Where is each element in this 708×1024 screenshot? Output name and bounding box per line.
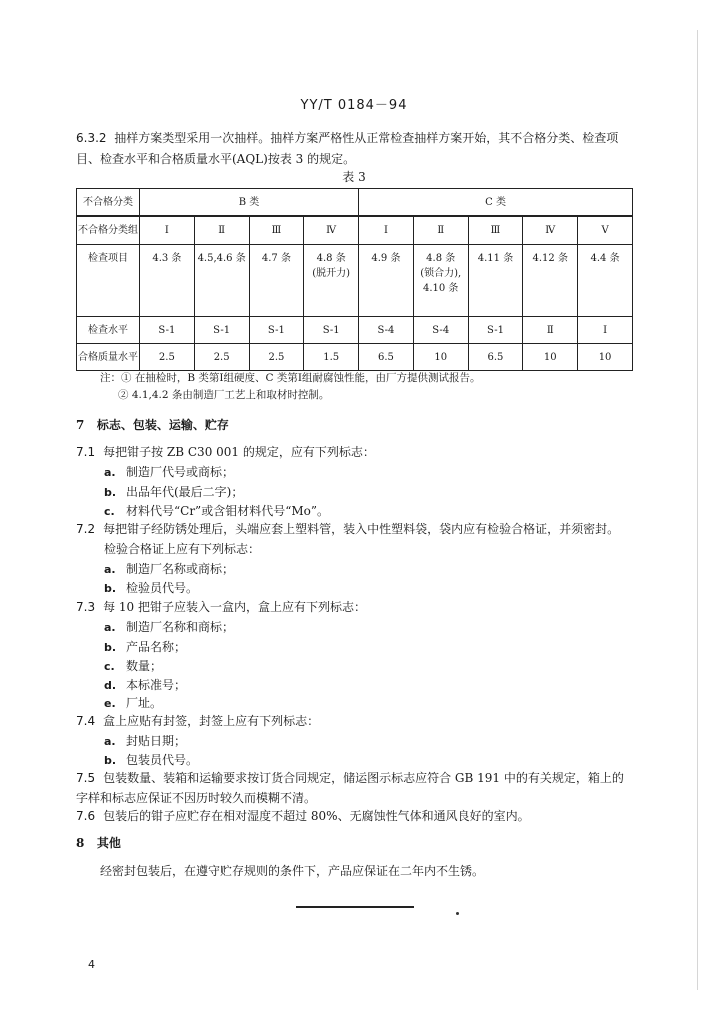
- clause-7-5-continued: 字样和标志应保证不因历时较久而模糊不清。: [76, 791, 317, 805]
- section-number: 8: [76, 836, 85, 850]
- clause-text: 抽样方案类型采用一次抽样。抽样方案严格性从正常检查抽样方案开始，其不合格分类、检查项: [114, 131, 619, 145]
- section-8-text: 经密封包装后，在遵守贮存规则的条件下，产品应保证在二年内不生锈。: [100, 864, 485, 878]
- row-header: 检查项目: [77, 245, 140, 317]
- table-cell: 10: [578, 344, 633, 371]
- clause-7-3: 7.3 每 10 把钳子应装入一盒内，盒上应有下列标志：: [76, 600, 366, 614]
- table-cell: 4.7 条: [249, 245, 304, 317]
- table-cell: Ⅳ: [523, 216, 578, 245]
- table-row-group: [77, 216, 633, 245]
- list-item: c. 数量；: [104, 659, 163, 673]
- table-cell: Ⅲ: [249, 216, 304, 245]
- table-cell: Ⅲ: [468, 216, 523, 245]
- table-cell: Ⅰ: [578, 317, 633, 344]
- table-cell: Ⅱ: [523, 317, 578, 344]
- table-cell: 4.8 条 (锁合力), 4.10 条: [413, 245, 468, 317]
- page-number: 4: [88, 958, 95, 971]
- list-item: b. 出品年代(最后二字)；: [104, 485, 244, 499]
- table-cell: 6.5: [468, 344, 523, 371]
- table-note-1: 注：① 在抽检时，B 类第Ⅰ组硬度、C 类第Ⅰ组耐腐蚀性能，由厂方提供测试报告。: [100, 372, 481, 384]
- list-item: a. 制造厂名称和商标；: [104, 620, 235, 634]
- list-item: b. 检验员代号。: [104, 581, 199, 595]
- table-row-aql: [77, 344, 633, 371]
- table-cell: 4.4 条: [578, 245, 633, 317]
- table-cell: 10: [413, 344, 468, 371]
- table-cell: S-1: [468, 317, 523, 344]
- list-item: a. 封贴日期；: [104, 734, 187, 748]
- table-row-items: [77, 245, 633, 317]
- clause-number: 6.3.2: [76, 131, 107, 145]
- table-cell: Ⅱ: [413, 216, 468, 245]
- clause-6-3-2: [76, 128, 648, 170]
- table-row-category: [77, 189, 633, 217]
- table-cell: 1.5: [304, 344, 359, 371]
- table-cell: S-1: [194, 317, 249, 344]
- list-item: c. 材料代号“Cr”或含钼材料代号“Mo”。: [104, 504, 329, 518]
- end-rule: [296, 906, 414, 908]
- section-number: 7: [76, 418, 85, 432]
- list-item: a. 制造厂名称或商标；: [104, 562, 235, 576]
- table-3: [76, 188, 633, 371]
- list-item: b. 包装员代号。: [104, 753, 199, 767]
- table-cell: 4.11 条: [468, 245, 523, 317]
- table-cell: 4.3 条: [140, 245, 195, 317]
- table-cell: 4.8 条 (脱开力): [304, 245, 359, 317]
- table-cell: 10: [523, 344, 578, 371]
- table-cell: S-4: [359, 317, 414, 344]
- scan-speck: [456, 912, 459, 915]
- section-title: 标志、包装、运输、贮存: [96, 418, 229, 432]
- table-cell: 4.12 条: [523, 245, 578, 317]
- table-cell: 2.5: [194, 344, 249, 371]
- table-caption: 表 3: [342, 170, 366, 184]
- table-cell: 2.5: [140, 344, 195, 371]
- table-cell: Ⅱ: [194, 216, 249, 245]
- clause-7-1: 7.1 每把钳子按 ZB C30 001 的规定，应有下列标志：: [76, 445, 375, 459]
- clause-7-5: 7.5 包装数量、装箱和运输要求按订货合同规定，储运图示标志应符合 GB 191 中的有关规定，箱上的: [76, 771, 624, 785]
- section-title: 其他: [96, 836, 121, 850]
- table-cell: S-4: [413, 317, 468, 344]
- table-cell: Ⅰ: [359, 216, 414, 245]
- clause-text-continued: 目、检查水平和合格质量水平(AQL)按表 3 的规定。: [76, 152, 356, 166]
- table-cell: Ⅴ: [578, 216, 633, 245]
- standard-number-header: YY/T 0184－94: [300, 98, 408, 113]
- table-cell: 4.5,4.6 条: [194, 245, 249, 317]
- clause-7-4: 7.4 盒上应贴有封签，封签上应有下列标志：: [76, 714, 320, 728]
- table-cell: S-1: [304, 317, 359, 344]
- table-cell: 4.9 条: [359, 245, 414, 317]
- table-note-2: ② 4.1,4.2 条由制造厂工艺上和取材时控制。: [118, 389, 330, 401]
- table-cell: Ⅳ: [304, 216, 359, 245]
- table-cell: S-1: [249, 317, 304, 344]
- list-item: e. 厂址。: [104, 696, 163, 710]
- table-cell: 6.5: [359, 344, 414, 371]
- list-item: a. 制造厂代号或商标；: [104, 465, 235, 479]
- list-item: d. 本标准号；: [104, 678, 187, 692]
- clause-7-2-continued: 检验合格证上应有下列标志：: [104, 542, 261, 556]
- group-c-header: C 类: [359, 189, 633, 217]
- row-header: 不合格分类: [77, 189, 140, 217]
- table-cell: Ⅰ: [140, 216, 195, 245]
- table-cell: S-1: [140, 317, 195, 344]
- row-header: 合格质量水平: [77, 344, 140, 371]
- clause-7-6: 7.6 包装后的钳子应贮存在相对湿度不超过 80%、无腐蚀性气体和通风良好的室内。: [76, 809, 530, 823]
- group-b-header: B 类: [140, 189, 359, 217]
- row-header: 不合格分类组: [77, 216, 140, 245]
- table-cell: 2.5: [249, 344, 304, 371]
- section-8-heading: [76, 834, 121, 851]
- list-item: b. 产品名称；: [104, 640, 187, 654]
- section-7-heading: [76, 416, 229, 433]
- row-header: 检查水平: [77, 317, 140, 344]
- table-row-level: [77, 317, 633, 344]
- clause-7-2: 7.2 每把钳子经防锈处理后，头端应套上塑料管，装入中性塑料袋，袋内应有检验合格证，并须密封。: [76, 522, 620, 536]
